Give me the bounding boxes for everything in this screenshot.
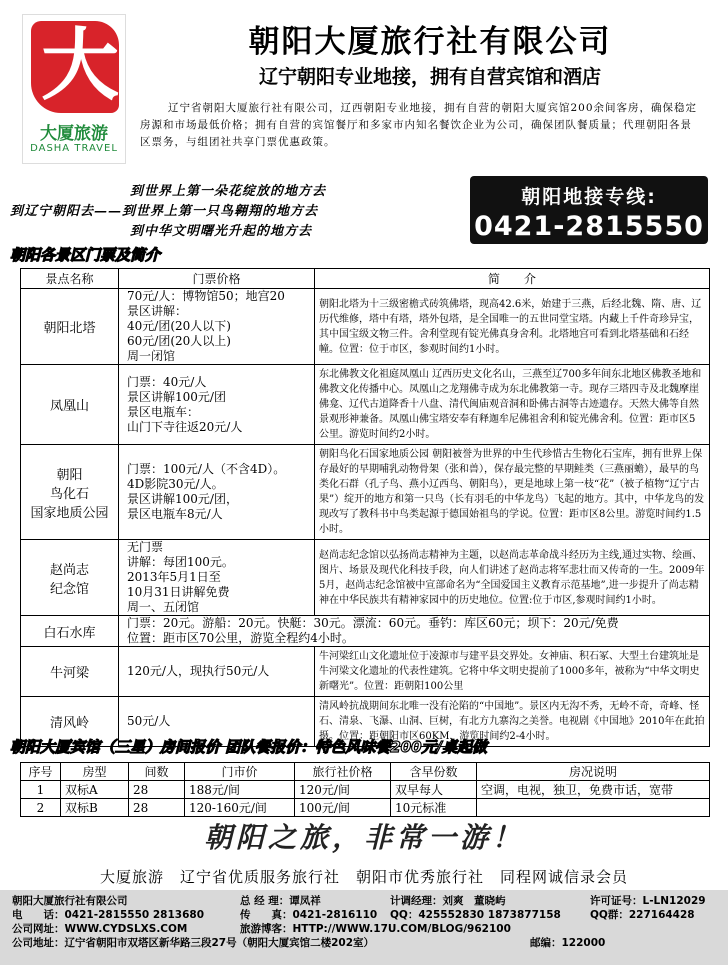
- page-subtitle: 辽宁朝阳专业地接，拥有自营宾馆和酒店: [258, 66, 601, 88]
- scenic-price-line: 景区电瓶车：: [127, 404, 200, 419]
- scenic-price-line: 景区讲解100元/团，: [127, 492, 238, 506]
- room-header: 序号: [21, 763, 61, 781]
- footer-company: 朝阳大厦旅行社有限公司: [12, 895, 128, 907]
- room-cell: 双标B: [61, 799, 129, 817]
- footer-fax: 传 真：0421-2816110: [240, 909, 378, 921]
- footer-address: 公司地址：辽宁省朝阳市双塔区新华路三段27号（朝阳大厦宾馆二楼202室）: [12, 937, 375, 949]
- slogan-line-3: 到中华文明曙光升起的地方去: [130, 224, 313, 239]
- scenic-price-line: 景区电瓶车8元/人: [127, 507, 223, 521]
- logo-mark: [31, 21, 119, 113]
- scenic-wide-info: [119, 616, 710, 647]
- room-cell: 1: [21, 781, 61, 799]
- scenic-price-line: 60元/团(20人以上): [127, 334, 231, 348]
- scenic-price-line: 景区讲解：: [127, 304, 188, 318]
- scenic-row: [21, 289, 710, 365]
- page-title: 朝阳大厦旅行社有限公司: [248, 24, 612, 60]
- footer-phone: 电 话：0421-2815550 2813680: [12, 909, 205, 921]
- tagline: 朝阳之旅，非常一游！: [203, 821, 524, 854]
- scenic-desc: 东北佛教文化祖庭凤凰山 辽西历史文化名山，三燕至辽700多年间东北地区佛教圣地和佛教文化传播中心。凤凰山之龙翔佛寺成为东北佛教第一寺。现存三塔四寺及北魏摩崖佛龛、辽代古道降香十八盘、清代闽庙观音洞和卧佛古洞等古迹遗存。天然大佛等自然景观形神兼备。凤凰山佛宝塔安奉有释迦牟尼佛祖舍利和锭光佛舍利。位置：距市区5公里。游览时间约2小时。: [315, 365, 710, 445]
- scenic-row: [21, 647, 710, 697]
- slogan-line-2: 到辽宁朝阳去——到世界上第一只鸟翱翔的地方去: [10, 204, 319, 219]
- company-logo: [22, 14, 126, 164]
- hotline-number: 0421-2815550: [474, 211, 704, 242]
- scenic-row: [21, 445, 710, 540]
- room-cell: 100元/间: [295, 799, 391, 817]
- room-row: [21, 781, 710, 799]
- scenic-price: [119, 365, 315, 445]
- scenic-name-line: 白石水库: [43, 625, 96, 641]
- footer-license: 许可证号：L-LN12029: [590, 895, 706, 907]
- scenic-name-line: 纪念馆: [49, 581, 89, 597]
- scenic-name-line: 凤凰山: [49, 399, 89, 414]
- scenic-header-price: 门票价格: [119, 269, 315, 289]
- footer-website[interactable]: 公司网址：WWW.CYDSLXS.COM: [12, 923, 188, 935]
- scenic-table: [20, 268, 710, 747]
- scenic-desc: 清风岭抗战期间东北唯一没有沦陷的“中国地”。景区内无沟不秀，无岭不奇，奇峰、怪石、清泉、飞瀑、山洞、巨树，有北方九寨沟之美誉。电视剧《中国地》2010年在此拍摄。位置：距朝阳市区60KM，游览时间约2-4小时。: [315, 697, 710, 747]
- scenic-price: [119, 445, 315, 540]
- scenic-price: [119, 647, 315, 697]
- scenic-name-line: 清风岭: [49, 716, 89, 731]
- hotline-box: [470, 176, 708, 244]
- scenic-header-row: [21, 269, 710, 289]
- room-cell: 120元/间: [295, 781, 391, 799]
- scenic-name-line: 朝阳: [56, 467, 83, 483]
- scenic-name: [21, 445, 119, 540]
- company-intro: 辽宁省朝阳大厦旅行社有限公司，辽西朝阳专业地接，拥有自营的朝阳大厦宾馆200余间客房，确保稳定房源和市场最低价格；拥有自营的宾馆餐厅和多家市内知名餐饮企业为公司，确保团队餐质量；代理朝阳各景区票务，与组团社共享门票优惠政策。: [140, 102, 698, 148]
- slogan-line-1: 到世界上第一朵花绽放的地方去: [130, 184, 327, 199]
- room-header: 间数: [129, 763, 185, 781]
- scenic-price-line: 讲解：每团100元。: [127, 555, 234, 569]
- scenic-price-line: 120元/人，现执行50元/人: [127, 664, 270, 678]
- footer-contact: [0, 890, 728, 965]
- scenic-name: [21, 616, 119, 647]
- scenic-price-line: 2013年5月1日至: [127, 570, 221, 584]
- scenic-name-line: 赵尚志: [49, 562, 89, 578]
- scenic-name: [21, 289, 119, 365]
- room-cell: 双标A: [61, 781, 129, 799]
- scenic-price-line: 门票：100元/人（不含4D）。: [127, 462, 286, 476]
- room-header-row: [21, 763, 710, 781]
- scenic-row: [21, 540, 710, 616]
- room-header: 房型: [61, 763, 129, 781]
- room-header: 含早份数: [391, 763, 477, 781]
- footer-gm: 总 经 理：谭凤祥: [240, 895, 321, 907]
- footer-qq-group: QQ群：227164428: [590, 909, 695, 921]
- scenic-price: [119, 289, 315, 365]
- logo-cn-text: 大厦旅游: [40, 124, 108, 144]
- room-header: 旅行社价格: [295, 763, 391, 781]
- scenic-name-line: 牛河梁: [49, 666, 89, 681]
- footer-qq: QQ：425552830 1873877158: [390, 909, 561, 921]
- scenic-name: [21, 647, 119, 697]
- room-cell: 2: [21, 799, 61, 817]
- scenic-name-line: 鸟化石: [49, 486, 89, 502]
- room-cell: 10元标准: [391, 799, 477, 817]
- scenic-desc: 朝阳鸟化石国家地质公园 朝阳被誉为世界的中生代珍惜古生物化石宝库，拥有世界上保存最好的早期哺乳动物骨架（张和兽），保存最完整的早期鲑类（三燕丽蟾），最早的鸟类化石群（孔子鸟、燕小辽西鸟、朝阳鸟），更是地球上第一枝“花”（被子植物“辽宁古果”）绽开的地方和第一只鸟（长有羽毛的中华龙鸟）飞起的地方。其中，中华龙鸟的发现改写了教科书中鸟类起源于德国始祖鸟的学说。位置：距市区8公里。游览时间约1.5小时。: [315, 445, 710, 540]
- scenic-desc: 赵尚志纪念馆以弘扬尚志精神为主题，以赵尚志革命战斗经历为主线,通过实物、绘画、图片、场景及现代化科技手段，向人们讲述了赵尚志将军悲壮而又传奇的一生。2009年5月，赵尚志纪念馆被中宣部命名为“全国爱国主义教育示范基地”,进一步提升了尚志精神在中华民族共有精神家园中的历史地位。位置:位于市区,参观时间约1小时。: [315, 540, 710, 616]
- honors-line: 大厦旅游 辽宁省优质服务旅行社 朝阳市优秀旅行社 同程网诚信录会员: [99, 868, 628, 886]
- scenic-name-line: 国家地质公园: [30, 505, 109, 521]
- scenic-price-line: 无门票: [127, 540, 164, 554]
- hotline-label: 朝阳地接专线:: [521, 186, 657, 208]
- room-cell: 28: [129, 799, 185, 817]
- scenic-row: [21, 365, 710, 445]
- footer-planner: 计调经理：刘爽 董晓屿: [390, 895, 506, 907]
- room-cell: 空调，电视，独卫，免费市话，宽带: [477, 781, 710, 799]
- room-header: 门市价: [185, 763, 295, 781]
- scenic-price: [119, 540, 315, 616]
- room-cell: 188元/间: [185, 781, 295, 799]
- scenic-info-line: 位置：距市区70公里，游览全程约4小时。: [127, 631, 354, 645]
- scenic-price-line: 40元/团(20人以下): [127, 319, 231, 333]
- logo-en-text: DASHA TRAVEL: [30, 143, 118, 154]
- scenic-info-line: 门票：20元。游船：20元。快艇：30元。漂流：60元。垂钓：库区60元；坝下：20元/免费: [127, 616, 619, 630]
- room-row: [21, 799, 710, 817]
- scenic-price-line: 10月31日讲解免费: [127, 585, 230, 599]
- scenic-name: [21, 365, 119, 445]
- room-header: 房况说明: [477, 763, 710, 781]
- scenic-price-line: 景区讲解100元/团: [127, 389, 226, 404]
- scenic-price-line: 周一、五闭馆: [127, 600, 200, 614]
- room-cell: 28: [129, 781, 185, 799]
- scenic-price-line: 山门下寺往返20元/人: [127, 419, 243, 434]
- scenic-row: [21, 616, 710, 647]
- hotel-section-title: 朝阳大厦宾馆（三星）房间报价 团队餐报价：特色风味餐200元/桌起做: [10, 738, 488, 756]
- scenic-name: [21, 540, 119, 616]
- scenic-desc: 牛河梁红山文化遗址位于凌源市与建平县交界处。女神庙、积石冢、大型土台建筑址是牛河梁文化遗址的代表性建筑。它将中华文明史提前了1000多年，被称为“中华文明史新曙光”。位置：距朝阳100公里: [315, 647, 710, 697]
- room-cell: [477, 799, 710, 817]
- room-cell: 120-160元/间: [185, 799, 295, 817]
- room-cell: 双早每人: [391, 781, 477, 799]
- scenic-price-line: 70元/人：博物馆50；地宫20: [127, 289, 285, 303]
- room-price-table: [20, 762, 710, 817]
- scenic-name-line: 朝阳北塔: [43, 321, 96, 336]
- scenic-desc: 朝阳北塔为十三级密檐式砖筑佛塔，现高42.6米，始建于三燕，后经北魏、隋、唐、辽历代维修，塔中有塔，塔外包塔，是全国唯一的五世同堂宝塔。内藏上千件奇珍异宝，其中国宝级文物三件。舍利堂现有锭光佛真身舍利。北塔地宫可看到北塔基础和石经幢。位置：位于市区，参观时间约1小时。: [315, 289, 710, 365]
- scenic-header-name: 景点名称: [21, 269, 119, 289]
- scenic-price-line: 门票：40元/人: [127, 374, 207, 389]
- logo-char: 大: [41, 20, 120, 111]
- scenic-price-line: 4D影院30元/人。: [127, 477, 224, 491]
- scenic-price-line: 50元/人: [127, 714, 171, 728]
- scenic-header-desc: 简 介: [315, 269, 710, 289]
- scenic-price-line: 周一闭馆: [127, 349, 176, 363]
- footer-postcode: 邮编：122000: [530, 937, 606, 949]
- scenic-section-title: 朝阳各景区门票及简介: [10, 246, 161, 264]
- footer-blog[interactable]: 旅游博客：HTTP://WWW.17U.COM/BLOG/962100: [240, 923, 511, 935]
